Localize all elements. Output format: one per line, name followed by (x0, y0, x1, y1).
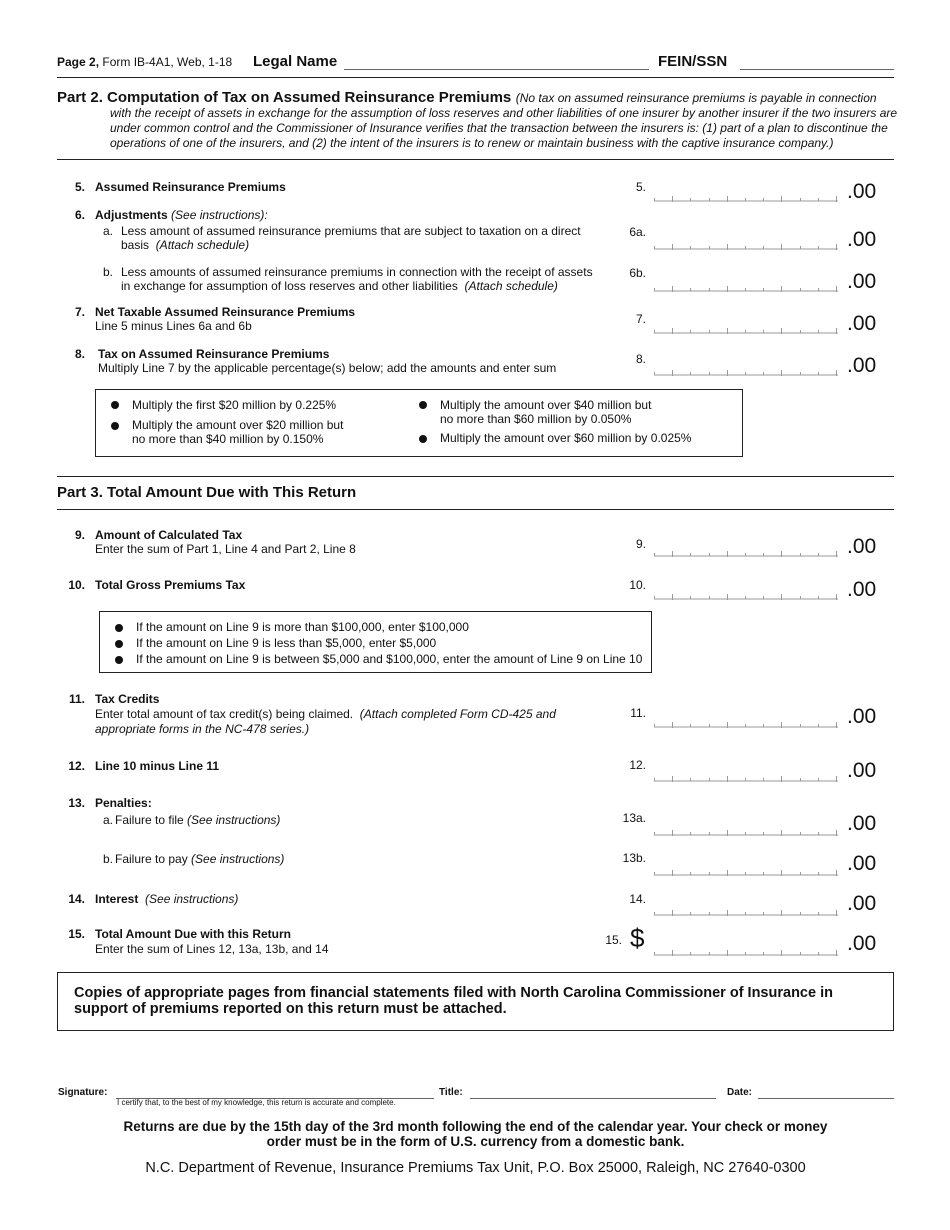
line-15-title: Total Amount Due with this Return (95, 927, 291, 941)
line-13b-label: Failure to pay (115, 852, 188, 866)
rate-tier-3b: no more than $60 million by 0.050% (440, 412, 632, 426)
line-14-number: 14. (68, 892, 85, 906)
part3-top-divider (57, 476, 894, 477)
line-13-number: 13. (68, 796, 85, 810)
legal-name-label: Legal Name (253, 53, 338, 70)
line-10-rule-3: If the amount on Line 9 is between $5,000 and $100,000, enter the amount of Line 9 on Line 10 (136, 652, 643, 666)
part2-divider (57, 159, 894, 160)
line-14-text (95, 892, 238, 906)
attach-notice-box (57, 972, 894, 1031)
line-7-sub: Line 5 minus Lines 6a and 6b (95, 319, 252, 333)
line-9-title: Amount of Calculated Tax (95, 528, 243, 542)
part2-header (57, 89, 897, 107)
line-8-cents: .00 (847, 354, 877, 377)
line-6-number: 6. (74, 208, 85, 222)
line-7-amount-field[interactable] (654, 320, 838, 334)
line-13a-letter: a. (103, 813, 114, 827)
line-9-text (95, 528, 356, 556)
line-7-box-label: 7. (635, 312, 646, 326)
rate-tier-2b: no more than $40 million by 0.150% (132, 432, 324, 446)
line-8-amount-field[interactable] (654, 362, 838, 376)
bullet-icon (115, 624, 123, 632)
line-7-title: Net Taxable Assumed Reinsurance Premiums (95, 305, 356, 319)
line-11-number: 11. (68, 692, 85, 706)
line-13b-box-label: 13b. (622, 851, 646, 865)
line-7-cents: .00 (847, 312, 877, 335)
line-9-number: 9. (74, 528, 85, 542)
title-field[interactable] (470, 1098, 716, 1099)
line-11-note2: appropriate forms in the NC-478 series.) (95, 722, 310, 736)
line-13b-note: (See instructions) (191, 852, 285, 866)
bullet-icon (419, 435, 427, 443)
part3-title: Part 3. Total Amount Due with This Return (57, 484, 357, 501)
bullet-icon (115, 640, 123, 648)
rates-box (95, 389, 743, 457)
line-13a-label: Failure to file (115, 813, 184, 827)
line-13a-amount-field[interactable] (654, 822, 838, 836)
line-15-cents: .00 (847, 932, 877, 955)
line-13b-letter: b. (103, 852, 114, 866)
part2-note-line3: under common control and the Commissioner of Insurance verifies that the transaction between the insurers is: (1) part of a plan to discontinue the (110, 121, 888, 135)
rate-tier-2 (132, 418, 343, 446)
line-6b-text2: in exchange for assumption of loss reserves and other liabilities (121, 279, 458, 293)
part2-note-line1: (No tax on assumed reinsurance premiums is payable in connection (515, 91, 877, 105)
line-11-amount-field[interactable] (654, 714, 838, 728)
line-5-title: Assumed Reinsurance Premiums (95, 180, 286, 194)
due-line1: Returns are due by the 15th day of the 3rd month following the end of the calendar year. Your check or money (123, 1119, 828, 1134)
part2-note-line4: operations of one of the insurers, and (2) the intent of the insurers is to renew or maintain business with the captive insurance company.) (110, 136, 834, 150)
line-15-box-label: 15. (605, 933, 622, 947)
line-13b-text (115, 852, 284, 866)
rate-tier-3 (440, 398, 651, 426)
due-date-notice (57, 1119, 894, 1149)
line-5-amount-field[interactable] (654, 188, 838, 202)
line-6a-cents: .00 (847, 228, 877, 251)
line-11-note1: (Attach completed Form CD-425 and (359, 707, 556, 721)
line-13a-cents: .00 (847, 812, 877, 835)
signature-label: Signature: (58, 1087, 108, 1098)
line-8-box-label: 8. (635, 352, 646, 366)
line-13-title: Penalties: (95, 796, 152, 810)
rate-tier-2a: Multiply the amount over $20 million but (132, 418, 344, 432)
line-10-rules-box (99, 611, 652, 673)
line-13b-amount-field[interactable] (654, 862, 838, 876)
line-6a-note: (Attach schedule) (155, 238, 250, 252)
line-13a-text (115, 813, 280, 827)
line-6a-box-label: 6a. (629, 225, 646, 239)
rate-tier-3a: Multiply the amount over $40 million but (440, 398, 652, 412)
line-6-title: Adjustments (95, 208, 168, 222)
bullet-icon (111, 422, 119, 430)
date-label: Date: (727, 1087, 753, 1098)
line-6-heading (95, 208, 268, 222)
line-10-title: Total Gross Premiums Tax (95, 578, 246, 592)
line-7-text (95, 305, 355, 333)
line-10-rule-2: If the amount on Line 9 is less than $5,000, enter $5,000 (136, 636, 437, 650)
mailing-address: N.C. Department of Revenue, Insurance Premiums Tax Unit, P.O. Box 25000, Raleigh, NC 27640-0300 (145, 1160, 806, 1176)
line-8-text (98, 347, 556, 375)
line-5-box-label: 5. (635, 180, 646, 194)
line-10-amount-field[interactable] (654, 586, 838, 600)
attach-notice (74, 985, 833, 1017)
date-field[interactable] (758, 1098, 894, 1099)
line-6a-letter: a. (103, 224, 114, 238)
line-6a-text (121, 224, 581, 252)
line-14-amount-field[interactable] (654, 902, 838, 916)
line-12-title: Line 10 minus Line 11 (95, 759, 220, 773)
line-11-box-label: 11. (630, 706, 646, 720)
line-15-sub: Enter the sum of Lines 12, 13a, 13b, and 14 (95, 942, 329, 956)
rate-tier-4: Multiply the amount over $60 million by 0.025% (440, 431, 692, 445)
part2-title: Part 2. Computation of Tax on Assumed Reinsurance Premiums (57, 89, 512, 106)
line-14-box-label: 14. (629, 892, 646, 906)
line-9-cents: .00 (847, 535, 877, 558)
line-6a-text2: basis (121, 238, 150, 252)
line-15-number: 15. (68, 927, 85, 941)
line-10-box-label: 10. (629, 578, 646, 592)
legal-name-field[interactable] (344, 69, 649, 70)
line-11-text (95, 692, 556, 737)
form-id: Form IB-4A1, Web, 1-18 (102, 55, 233, 69)
line-6-note: (See instructions): (171, 208, 268, 222)
page-number: Page 2, (57, 55, 100, 69)
line-8-title: Tax on Assumed Reinsurance Premiums (98, 347, 330, 361)
fein-field[interactable] (740, 69, 894, 70)
line-11-sub: Enter total amount of tax credit(s) being claimed. (95, 707, 354, 721)
fein-label: FEIN/SSN (658, 53, 728, 70)
line-9-box-label: 9. (635, 537, 646, 551)
attach-notice-line2: support of premiums reported on this return must be attached. (74, 1001, 507, 1017)
bullet-icon (115, 656, 123, 664)
line-12-number: 12. (68, 759, 85, 773)
dollar-sign: $ (630, 923, 645, 953)
line-6a-text1: Less amount of assumed reinsurance premiums that are subject to taxation on a direct (121, 224, 581, 238)
line-11-cents: .00 (847, 705, 877, 728)
bullet-icon (419, 401, 427, 409)
bullet-icon (111, 401, 119, 409)
line-6b-cents: .00 (847, 270, 877, 293)
line-14-cents: .00 (847, 892, 877, 915)
line-6a-amount-field[interactable] (654, 236, 838, 250)
page-header (57, 55, 232, 69)
line-9-amount-field[interactable] (654, 543, 838, 557)
line-13a-note: (See instructions) (187, 813, 281, 827)
attach-notice-line1: Copies of appropriate pages from financial statements filed with North Carolina Commissioner of Insurance in (74, 985, 833, 1001)
line-13b-cents: .00 (847, 852, 877, 875)
line-11-title: Tax Credits (95, 692, 160, 706)
line-9-sub: Enter the sum of Part 1, Line 4 and Part 2, Line 8 (95, 542, 356, 556)
due-line2: order must be in the form of U.S. currency from a domestic bank. (266, 1134, 685, 1149)
line-12-cents: .00 (847, 759, 877, 782)
line-10-rule-1: If the amount on Line 9 is more than $100,000, enter $100,000 (136, 620, 469, 634)
line-10-number: 10. (68, 578, 85, 592)
line-8-sub: Multiply Line 7 by the applicable percentage(s) below; add the amounts and enter sum (98, 361, 557, 375)
line-14-title: Interest (95, 892, 139, 906)
rate-tier-1: Multiply the first $20 million by 0.225% (132, 398, 337, 412)
line-5-number: 5. (74, 180, 85, 194)
line-6b-note: (Attach schedule) (464, 279, 558, 293)
line-7-number: 7. (74, 305, 85, 319)
line-6b-text (121, 265, 593, 293)
line-12-amount-field[interactable] (654, 768, 838, 782)
line-13a-box-label: 13a. (622, 811, 646, 825)
line-6b-amount-field[interactable] (654, 278, 838, 292)
line-6b-box-label: 6b. (629, 266, 646, 280)
certify-statement: I certify that, to the best of my knowledge, this return is accurate and complete. (117, 1098, 396, 1107)
line-15-amount-field[interactable] (654, 942, 838, 956)
part3-bottom-divider (57, 509, 894, 510)
part2-note (110, 106, 900, 151)
line-12-box-label: 12. (629, 758, 646, 772)
part2-note-line2: with the receipt of assets in exchange for the assumption of loss reserves and other liabilities of one insurer by another insurer if the two insurers are (110, 106, 898, 120)
line-14-note: (See instructions) (145, 892, 239, 906)
line-15-text (95, 927, 329, 957)
line-5-cents: .00 (847, 180, 877, 203)
line-6b-text1: Less amounts of assumed reinsurance premiums in connection with the receipt of assets (121, 265, 593, 279)
title-label: Title: (439, 1087, 463, 1098)
line-10-cents: .00 (847, 578, 877, 601)
line-6b-letter: b. (103, 265, 114, 279)
line-8-number: 8. (74, 347, 85, 361)
header-divider (57, 77, 894, 78)
